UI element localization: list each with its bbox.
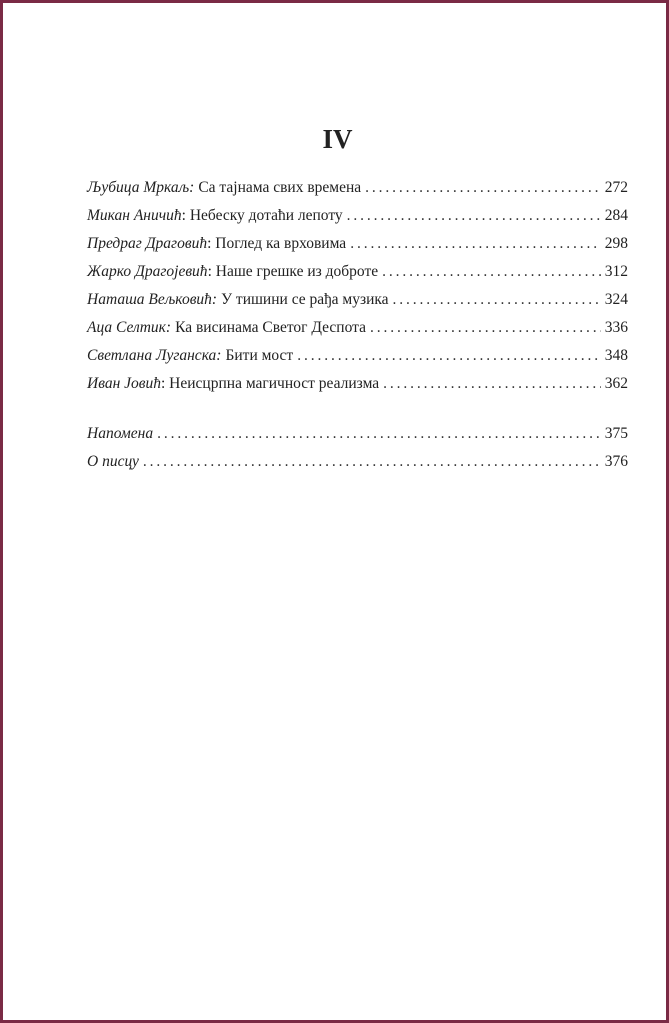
toc-author: Наташа Вељковић: (87, 291, 218, 308)
toc-title: : Неисцрпна магичност реализма (161, 375, 380, 392)
toc-page-number: 375 (604, 425, 628, 442)
dot-leader (157, 423, 601, 445)
toc-page-number: 348 (604, 347, 628, 364)
toc-entry-notes (87, 423, 628, 451)
toc-page-number: 376 (604, 453, 628, 470)
toc-author: Жарко Драгојевић (87, 263, 208, 280)
toc-author: Микан Аничић (87, 207, 182, 224)
dot-leader (382, 261, 601, 283)
toc-entry (87, 289, 628, 317)
toc-appendix (87, 423, 628, 479)
toc-title: Ка висинама Светог Деспота (175, 319, 366, 336)
toc-entry (87, 317, 628, 345)
toc-author: Иван Јовић (87, 375, 161, 392)
toc-entry (87, 177, 628, 205)
toc-title: Бити мост (225, 347, 294, 364)
toc-page-number: 336 (604, 319, 628, 336)
toc-entry (87, 345, 628, 373)
dot-leader (143, 451, 601, 473)
toc-title: У тишини се рађа музика (221, 291, 389, 308)
toc-label: О писцу (87, 453, 139, 470)
dot-leader (365, 177, 601, 199)
toc-page-number: 324 (604, 291, 628, 308)
toc-author: Светлана Луганска: (87, 347, 222, 364)
toc-title: Са тајнама свих времена (198, 179, 362, 196)
toc-author: Предраг Драговић (87, 235, 208, 252)
toc-page-number: 298 (604, 235, 628, 252)
dot-leader (347, 205, 601, 227)
toc-entry (87, 233, 628, 261)
toc-title: : Небеску дотаћи лепоту (181, 207, 343, 224)
toc-page-number: 312 (604, 263, 628, 280)
toc-entry-about-author (87, 451, 628, 479)
toc-entry (87, 261, 628, 289)
toc-page-number: 272 (604, 179, 628, 196)
section-title: IV (322, 124, 353, 154)
toc-label: Напомена (87, 425, 154, 442)
dot-leader (370, 317, 601, 339)
toc-title: : Наше грешке из доброте (207, 263, 379, 280)
toc-entry (87, 205, 628, 233)
dot-leader (383, 373, 601, 395)
toc-author: Љубица Мркаљ: (87, 179, 195, 196)
toc-entry (87, 373, 628, 401)
dot-leader (393, 289, 601, 311)
toc-page-number: 284 (604, 207, 628, 224)
toc-author: Аца Селтик: (87, 319, 172, 336)
toc-page-number: 362 (604, 375, 628, 392)
dot-leader (350, 233, 601, 255)
toc-title: : Поглед ка врховима (207, 235, 347, 252)
dot-leader (297, 345, 601, 367)
table-of-contents (87, 177, 628, 401)
